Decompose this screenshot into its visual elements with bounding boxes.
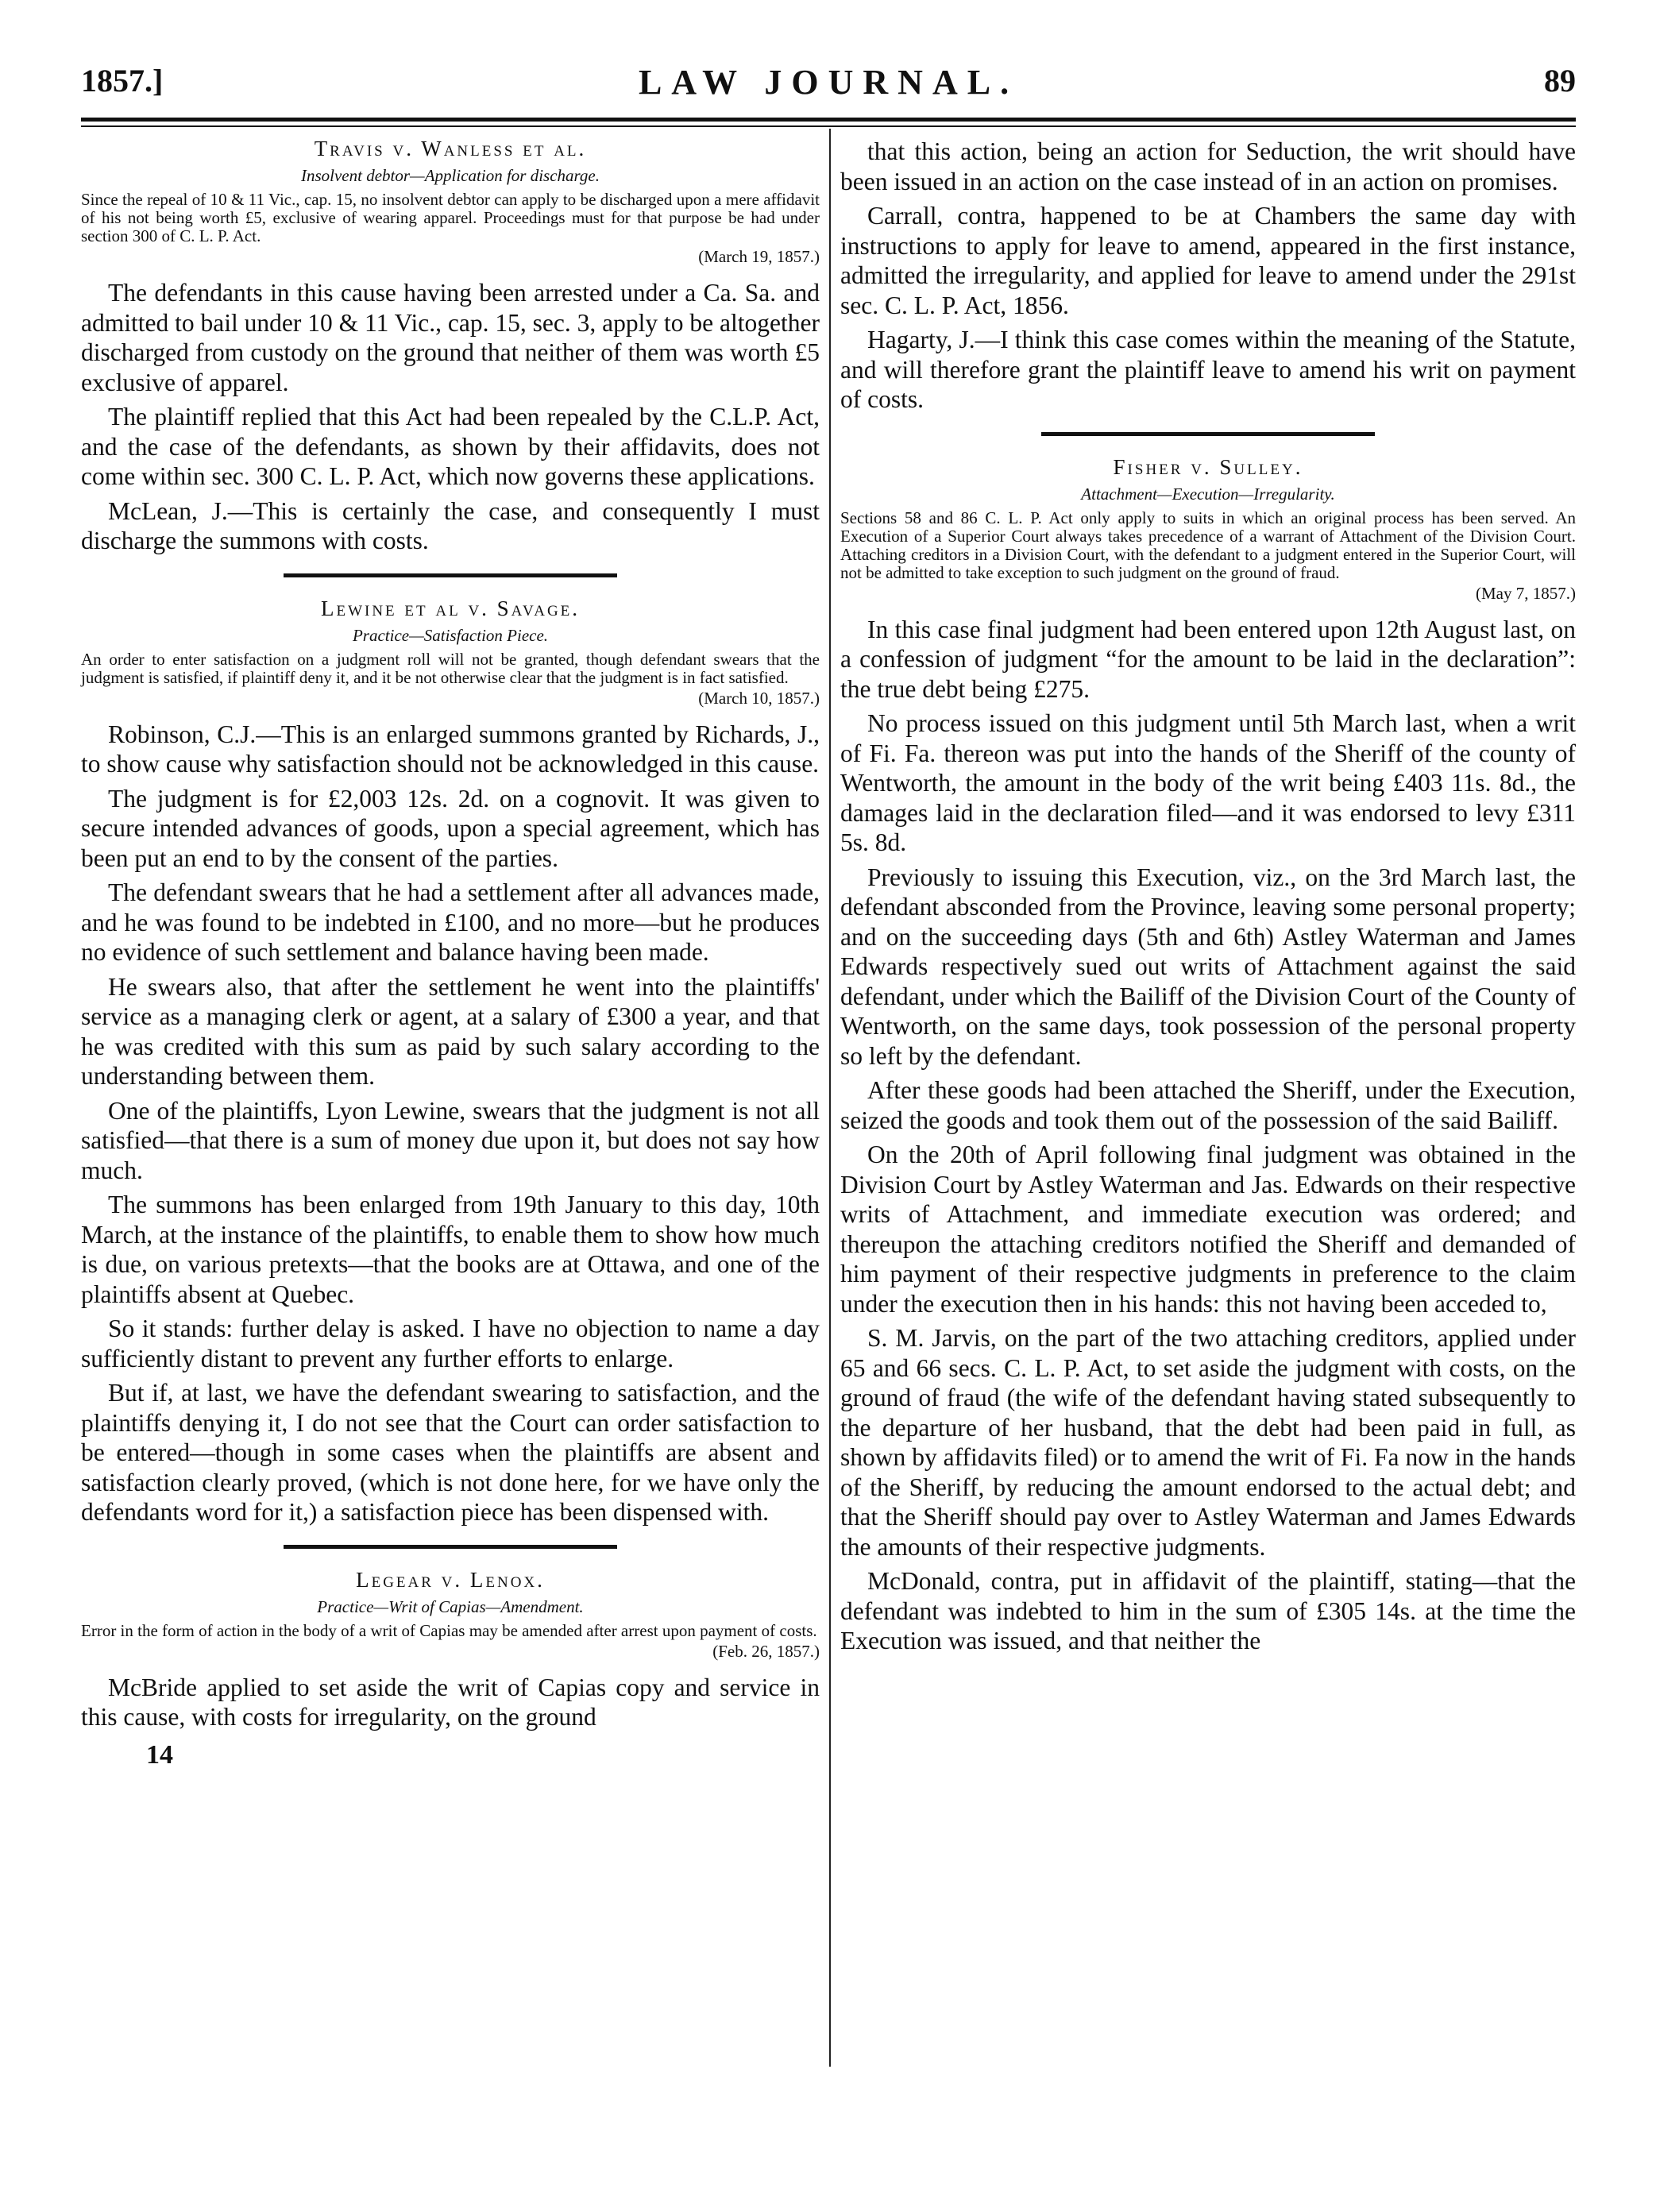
paragraph: McBride applied to set aside the writ of Capias copy and service in this cause, with costs for irregularity, on the ground: [81, 1673, 820, 1731]
paragraph: After these goods had been attached the Sheriff, under the Execution, seized the goods and took them out of the possession of the said Bailiff.: [840, 1076, 1576, 1134]
paragraph: McDonald, contra, put in affidavit of the plaintiff, stating—that the defendant was indebted to him in the sum of £305 14s. at the time the Execution was issued, and that neither the: [840, 1567, 1576, 1654]
paragraph: But if, at last, we have the defendant swearing to satisfaction, and the plaintiffs denying it, I do not see that the Court can order satisfaction to be entered—though in some cases when the plaintiffs are absent and satisfaction clearly proved, (which is not done here, for we have only the defendants word for it,) a satisfaction piece has been dispensed with.: [81, 1379, 820, 1526]
case-subtitle: Practice—Writ of Capias—Amendment.: [317, 1596, 584, 1616]
paragraph: Previously to issuing this Execution, viz., on the 3rd March last, the defendant absconded from the Province, leaving some personal property; and on the succeeding days (5th and 6th) Astley Waterman and James Edwards respectively sued out writs of Attachment against the said defendant, under which the Bailiff of the Division Court of the County of Wentworth, on the same days, took possession of the personal property so left by the defendant.: [840, 863, 1576, 1070]
case-date: (March 19, 1857.): [698, 247, 820, 266]
case-subtitle: Insolvent debtor—Application for discharge.: [300, 166, 600, 185]
paragraph: One of the plaintiffs, Lyon Lewine, swears that the judgment is not all satisfied—that there is a sum of money due upon it, but does not say how much.: [81, 1096, 820, 1184]
case-date: (March 10, 1857.): [698, 688, 820, 708]
case-lewine-v-savage: [81, 596, 820, 1527]
case-title: Travis v. Wanless et al.: [314, 137, 587, 160]
case-subtitle: Practice—Satisfaction Piece.: [352, 625, 549, 645]
paragraph: The plaintiff replied that this Act had been repealed by the C.L.P. Act, and the case of the defendants, as shown by their affidavits, does not come within sec. 300 C. L. P. Act, which now governs these applications.: [81, 403, 820, 490]
section-separator: [1041, 432, 1375, 436]
case-title: Fisher v. Sulley.: [1113, 454, 1303, 479]
left-column: [81, 137, 820, 1770]
column-divider: [829, 129, 831, 2067]
right-column: [840, 137, 1576, 1661]
paragraph: He swears also, that after the settlement he went into the plaintiffs' service as a managing clerk or agent, at a salary of £300 a year, and that he was credited with this sum as paid by such salary according to the understanding between them.: [81, 972, 820, 1090]
case-date: (May 7, 1857.): [1476, 583, 1576, 603]
case-title: Legear v. Lenox.: [356, 1567, 545, 1592]
case-fisher-v-sulley: [840, 455, 1576, 1656]
header-title: LAW JOURNAL.: [638, 63, 1019, 102]
paragraph: No process issued on this judgment until 5th March last, when a writ of Fi. Fa. thereon was put into the hands of the Sheriff of the county of Wentworth, the amount in the body of the writ being £403 11s. 8d., the damages laid in the declaration filed—and it was endorsed to levy £311 5s. 8d.: [840, 709, 1576, 856]
paragraph: Carrall, contra, happened to be at Chambers the same day with instructions to apply for leave to amend, appeared in the first instance, admitted the irregularity, and applied for leave to amend under the 291st sec. C. L. P. Act, 1856.: [840, 202, 1576, 319]
paragraph: The defendant swears that he had a settlement after all advances made, and he was found to be indebted in £100, and no more—but he produces no evidence of such settlement and balance having been made.: [81, 878, 820, 966]
paragraph: In this case final judgment had been entered upon 12th August last, on a confession of judgment “for the amount to be laid in the declaration”: the true debt being £275.: [840, 615, 1576, 703]
case-travis-v-wanless: [81, 137, 820, 556]
running-header: [81, 62, 1576, 110]
paragraph: So it stands: further delay is asked. I have no objection to name a day sufficiently distant to prevent any further efforts to enlarge.: [81, 1314, 820, 1372]
case-subtitle: Attachment—Execution—Irregularity.: [1081, 484, 1335, 504]
case-headnote: Since the repeal of 10 & 11 Vic., cap. 15, no insolvent debtor can apply to be discharged upon a mere affidavit of his not being worth £5, exclusive of wearing apparel. Proceedings must for that purpose be had under section 300 of C. L. P. Act.: [81, 190, 820, 245]
paragraph: Hagarty, J.—I think this case comes within the meaning of the Statute, and will therefore grant the plaintiff leave to amend his writ on payment of costs.: [840, 326, 1576, 413]
header-page-number: 89: [1544, 63, 1576, 98]
section-separator: [284, 573, 617, 577]
case-headnote: An order to enter satisfaction on a judgment roll will not be granted, though defendant swears that the judgment is satisfied, if plaintiff deny it, and it be not otherwise clear that the judgment is in fact satisfied.: [81, 649, 820, 687]
paragraph: Robinson, C.J.—This is an enlarged summons granted by Richards, J., to show cause why satisfaction should not be acknowledged in this cause.: [81, 720, 820, 778]
paragraph: On the 20th of April following final judgment was obtained in the Division Court by Astley Waterman and Jas. Edwards on their respective writs of Attachment, and immediate execution was ordered; and thereupon the attaching creditors notified the Sheriff and demanded of him payment of their respective judgments in preference to the claim under the execution then in his hands: this not having been acceded to,: [840, 1141, 1576, 1318]
case-title: Lewine et al v. Savage.: [320, 596, 581, 620]
paragraph: The defendants in this cause having been arrested under a Ca. Sa. and admitted to bail under 10 & 11 Vic., cap. 15, sec. 3, apply to be altogether discharged from custody on the ground that neither of them was worth £5 exclusive of apparel.: [81, 279, 820, 396]
case-headnote: Error in the form of action in the body of a writ of Capias may be amended after arrest upon payment of costs.: [81, 1620, 817, 1640]
signature-folio: 14: [146, 1739, 173, 1770]
paragraph: The summons has been enlarged from 19th January to this day, 10th March, at the instance of the plaintiffs, to enable them to show how much is due, on various pretexts—that the books are at Ottawa, and one of the plaintiffs absent at Quebec.: [81, 1191, 820, 1308]
paragraph: The judgment is for £2,003 12s. 2d. on a cognovit. It was given to secure intended advances of goods, upon a special agreement, which has been put an end to by the consent of the parties.: [81, 784, 820, 872]
paragraph-continued: that this action, being an action for Seduction, the writ should have been issued in an action on the case instead of in an action on promises.: [840, 137, 1576, 195]
case-date: (Feb. 26, 1857.): [712, 1641, 820, 1661]
case-headnote: Sections 58 and 86 C. L. P. Act only apply to suits in which an original process has been served. An Execution of a Superior Court always takes precedence of a warrant of Attachment of the Division Court. Attaching creditors in a Division Court, with the defendant to a judgment entered in the Superior Court, will not be admitted to take exception to such judgment on the ground of fraud.: [840, 508, 1576, 582]
header-rule-thin: [81, 125, 1576, 127]
header-rule-thick: [81, 118, 1576, 122]
header-year: 1857.]: [81, 63, 164, 98]
section-separator: [284, 1545, 617, 1549]
paragraph: S. M. Jarvis, on the part of the two attaching creditors, applied under 65 and 66 secs. C. L. P. Act, to set aside the judgment with costs, on the ground of fraud (the wife of the defendant having stated subsequently to the departure of her husband, that the debt had been paid in full, as shown by affidavits filed) or to amend the writ of Fi. Fa now in the hands of the Sheriff, by reducing the amount endorsed to the actual debt; and that the Sheriff should pay over to Astley Waterman and James Edwards the amounts of their respective judgments.: [840, 1324, 1576, 1561]
paragraph: McLean, J.—This is certainly the case, and consequently I must discharge the summons with costs.: [81, 496, 820, 554]
case-legear-v-lenox: [81, 1568, 820, 1732]
